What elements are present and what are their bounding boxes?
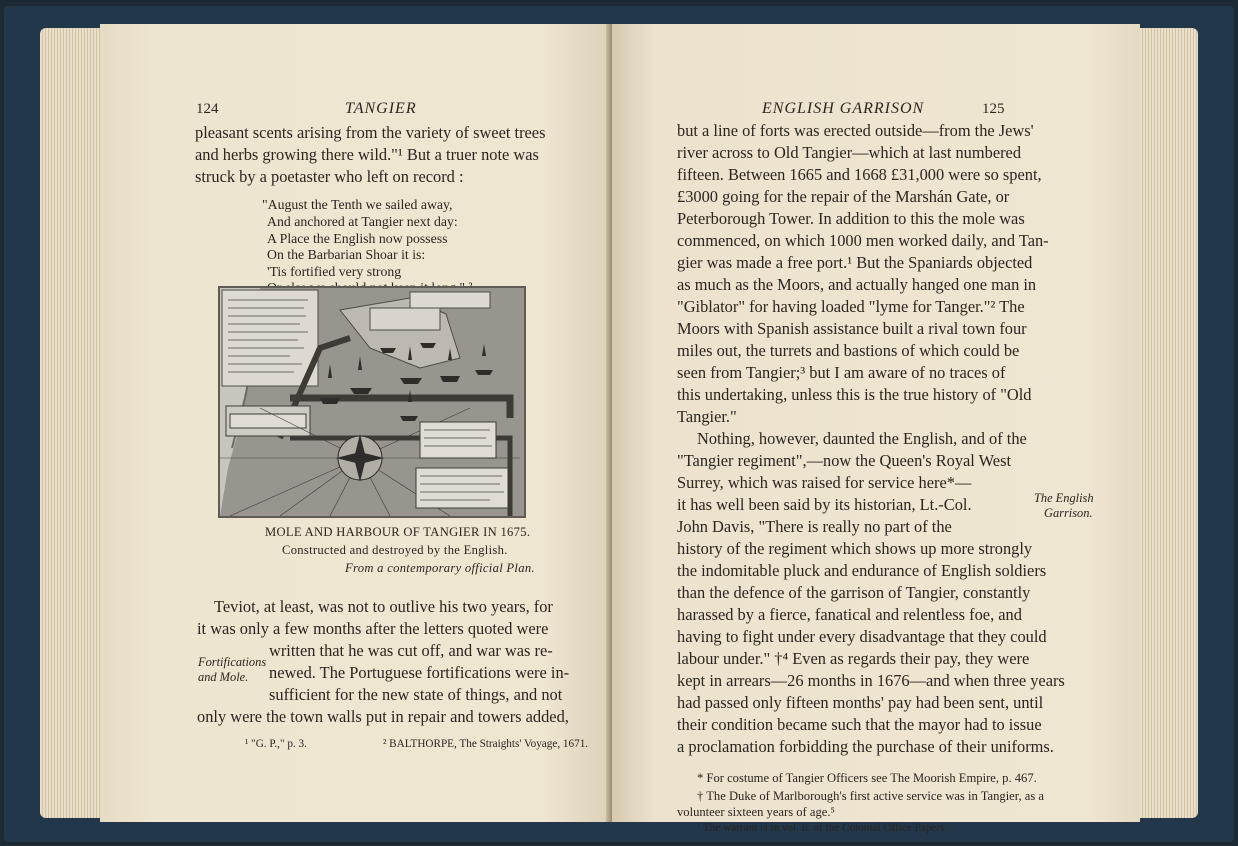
poem-line: On the Barbarian Shoar it is: — [267, 247, 426, 262]
text-line: pleasant scents arising from the variety of sweet trees — [195, 123, 546, 142]
text-line: Tangier." — [677, 407, 737, 426]
text-line: but a line of forts was erected outside—from the Jews' — [677, 121, 1034, 140]
note-dagger: † The Duke of Marlborough's first active service was in Tangier, as a — [697, 789, 1044, 803]
figure-caption-subtitle: Constructed and destroyed by the English. — [282, 543, 508, 557]
footnote: ¹ "G. P.," p. 3. — [245, 738, 307, 750]
text-line: as much as the Moors, and actually hanged one man in — [677, 275, 1037, 294]
figure-caption-title: MOLE AND HARBOUR OF TANGIER IN 1675. — [265, 525, 531, 539]
text-line: "Giblator" for having loaded "lyme for Tanger."² The — [677, 297, 1025, 316]
text-line: it was only a few months after the letters quoted were — [197, 619, 549, 638]
map-engraving-graphic — [220, 288, 524, 516]
margin-note-right: The English — [1034, 491, 1094, 505]
page-number-left: 124 — [196, 101, 219, 117]
text-line: history of the regiment which shows up more strongly — [677, 539, 1033, 558]
text-line: having to fight under every disadvantage that they could — [677, 627, 1047, 646]
poem-line: And anchored at Tangier next day: — [267, 214, 458, 229]
text-line: their condition became such that the mayor had to issue — [677, 715, 1042, 734]
text-line: gier was made a free port.¹ But the Spaniards objected — [677, 253, 1033, 272]
margin-note-right: Garrison. — [1044, 506, 1093, 520]
text-line: John Davis, "There is really no part of the — [677, 517, 952, 536]
note-dagger: volunteer sixteen years of age.⁵ — [677, 805, 835, 819]
text-line: Teviot, at least, was not to outlive his two years, for — [214, 597, 553, 616]
text-line: Nothing, however, daunted the English, and of the — [697, 429, 1027, 448]
text-line: £3000 going for the repair of the Marshán Gate, or — [677, 187, 1010, 206]
text-line: seen from Tangier;³ but I am aware of no traces of — [677, 363, 1006, 382]
running-head-left: TANGIER — [345, 100, 417, 117]
text-line: written that he was cut off, and war was re- — [269, 641, 553, 660]
text-line: fifteen. Between 1665 and 1668 £31,000 were so spent, — [677, 165, 1042, 184]
footnote: ² BALTHORPE, The Straights' Voyage, 1671. — [383, 738, 589, 750]
figure-caption-source: From a contemporary official Plan. — [345, 561, 535, 575]
note-star: * For costume of Tangier Officers see The Moorish Empire, p. 467. — [697, 771, 1037, 785]
text-line: "Tangier regiment",—now the Queen's Royal West — [677, 451, 1012, 470]
text-line: miles out, the turrets and bastions of which could be — [677, 341, 1020, 360]
text-line: and herbs growing there wild."¹ But a truer note was — [195, 145, 539, 164]
right-page-edges — [1130, 28, 1198, 818]
footnote: ¹ The warrant is in vol. ii. of the Colonial Office Papers. — [697, 822, 948, 834]
text-line: Moors with Spanish assistance built a rival town four — [677, 319, 1027, 338]
text-line: it has well been said by its historian, Lt.-Col. — [677, 495, 972, 514]
page-number-right: 125 — [982, 101, 1005, 117]
text-line: labour under." †⁴ Even as regards their pay, they were — [677, 649, 1030, 668]
text-line: the indomitable pluck and endurance of English soldiers — [677, 561, 1047, 580]
poem-line: 'Tis fortified very strong — [267, 264, 402, 279]
text-line: sufficient for the new state of things, and not — [269, 685, 563, 704]
margin-note-left: and Mole. — [198, 670, 249, 684]
running-head-right: ENGLISH GARRISON — [762, 100, 925, 117]
margin-note-left: Fortifications — [198, 655, 267, 669]
text-line: this undertaking, unless this is the true history of "Old — [677, 385, 1032, 404]
text-line: harassed by a fierce, fanatical and relentless foe, and — [677, 605, 1022, 624]
text-line: Surrey, which was raised for service here*— — [677, 473, 972, 492]
text-line: had passed only fifteen months' pay had been sent, until — [677, 693, 1044, 712]
text-line: river across to Old Tangier—which at last numbered — [677, 143, 1022, 162]
text-line: commenced, on which 1000 men worked daily, and Tan- — [677, 231, 1049, 250]
text-line: kept in arrears—26 months in 1676—and when three years — [677, 671, 1065, 690]
text-line: struck by a poetaster who left on record : — [195, 167, 464, 186]
text-line: a proclamation forbidding the purchase of their uniforms. — [677, 737, 1054, 756]
text-line: Peterborough Tower. In addition to this the mole was — [677, 209, 1025, 228]
text-line: newed. The Portuguese fortifications were in- — [269, 663, 570, 682]
text-line: only were the town walls put in repair and towers added, — [197, 707, 569, 726]
poem-line: "August the Tenth we sailed away, — [262, 197, 453, 212]
harbour-map-illustration — [218, 286, 526, 518]
poem-line: A Place the English now possess — [267, 231, 448, 246]
text-line: than the defence of the garrison of Tangier, constantly — [677, 583, 1031, 602]
